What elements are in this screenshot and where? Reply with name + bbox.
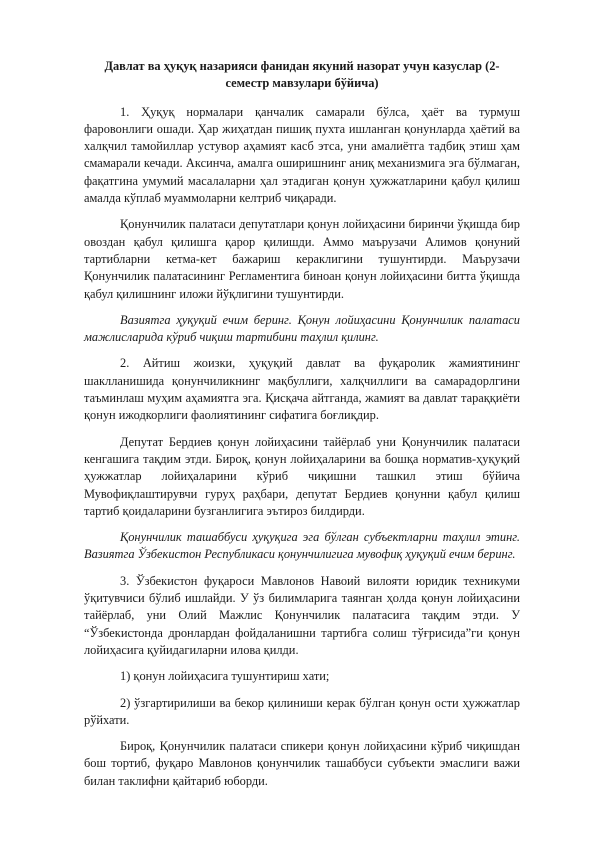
body-paragraph: Қонунчилик палатаси депутатлари қонун лойиҳасини биринчи ўқишда бир овоздан қабул қилишга қарор қилишди. Аммо маърузачи Алимов қонуний тартибларни кетма-кет бажариш кераклигини тушунтирди. Маърузачи Қонунчилик палатасининг Регламентига биноан қонун лойиҳасини битта ўқишда қабул қилишнинг иложи йўқлигини тушунтирди.: [84, 217, 520, 301]
body-paragraph: 1. Ҳуқуқ нормалари қанчалик самарали бўлса, ҳаёт ва турмуш фаровонлиги ошади. Ҳар жиҳатдан пишиқ пухта ишланган қонунларда ҳаётий ва халқчил тамойиллар устувор аҳамият касб этса, уни амалиётга тадбиқ этиш ҳам смамарали кечади. Аксинча, амалга оширишнинг аниқ механизмига эга бўлмаган, фақатгина умумий масалаларни ҳал этадиган қонун ҳужжатларини қабул қилиш амалда кўплаб муаммоларни келтриб чиқаради.: [84, 104, 520, 206]
document-body: [84, 104, 520, 790]
body-paragraph: 1) қонун лойиҳасига тушунтириш хати;: [120, 669, 330, 684]
body-paragraph: Бироқ, Қонунчилик палатаси спикери қонун лойиҳасини кўриб чиқишдан бош тортиб, фуқаро Мавлонов қонунчилик ташаббуси субъекти эмаслиги важи билан таклифни қайтариб юборди.: [84, 739, 520, 788]
body-paragraph: Депутат Бердиев қонун лойиҳасини тайёрлаб уни Қонунчилик палатаси кенгашига тақдим этди. Бироқ, қонун лойиҳаларини ва бошқа норматив-ҳуқуқий ҳужжатлар лойиҳаларини кўриб чиқишни ташкил этиш бўйича Мувофиқлаштирувчи гуруҳ раҳбари, депутат Бердиев қонунни қабул қилиш тартиб қоидаларини бузганлигига эътироз билдирди.: [84, 434, 520, 518]
document-page: [84, 58, 520, 799]
body-paragraph: 3. Ўзбекистон фуқароси Мавлонов Навоий вилояти юридик техникуми ўқитувчиси бўлиб ишлайди. У ўз билимларига таянган ҳолда қонун лойиҳасини тайёрлаб, уни Олий Мажлис Қонунчилик палатасига тақдим этди. У “Ўзбекистонда дронлардан фойдаланишни тартибга солиш тўғрисида”ги қонун лойиҳасига қуйидагиларни илова қилди.: [84, 573, 520, 657]
task-paragraph: Қонунчилик ташаббуси ҳуқуқига эга бўлган субъектларни таҳлил этинг. Вазиятга Ўзбекистон Республикаси қонунчилигига мувофиқ ҳуқуқий ечим беринг.: [84, 530, 520, 562]
body-paragraph: 2. Айтиш жоизки, ҳуқуқий давлат ва фуқаролик жамиятининг шаклланишида қонунчиликнинг мақбуллиги, халқчиллиги ва самарадорлгини таъминлаш муҳим аҳамиятга эга. Қисқача айтганда, жамият ва давлат тараққиёти қонун ижодкорлиги фаолиятининг сифатига боғлиқдир.: [84, 356, 520, 423]
task-paragraph: Вазиятга ҳуқуқий ечим беринг. Қонун лойиҳасини Қонунчилик палатаси мажлисларида кўриб чиқиш тартибини таҳлил қилинг.: [84, 312, 520, 345]
body-paragraph: 2) ўзгартирилиши ва бекор қилиниши керак бўлган қонун ости ҳужжатлар рўйхати.: [84, 695, 520, 727]
document-title: Давлат ва ҳуқуқ назарияси фанидан якуний назорат учун казуслар (2-семестр мавзулари бўйича): [104, 59, 500, 91]
